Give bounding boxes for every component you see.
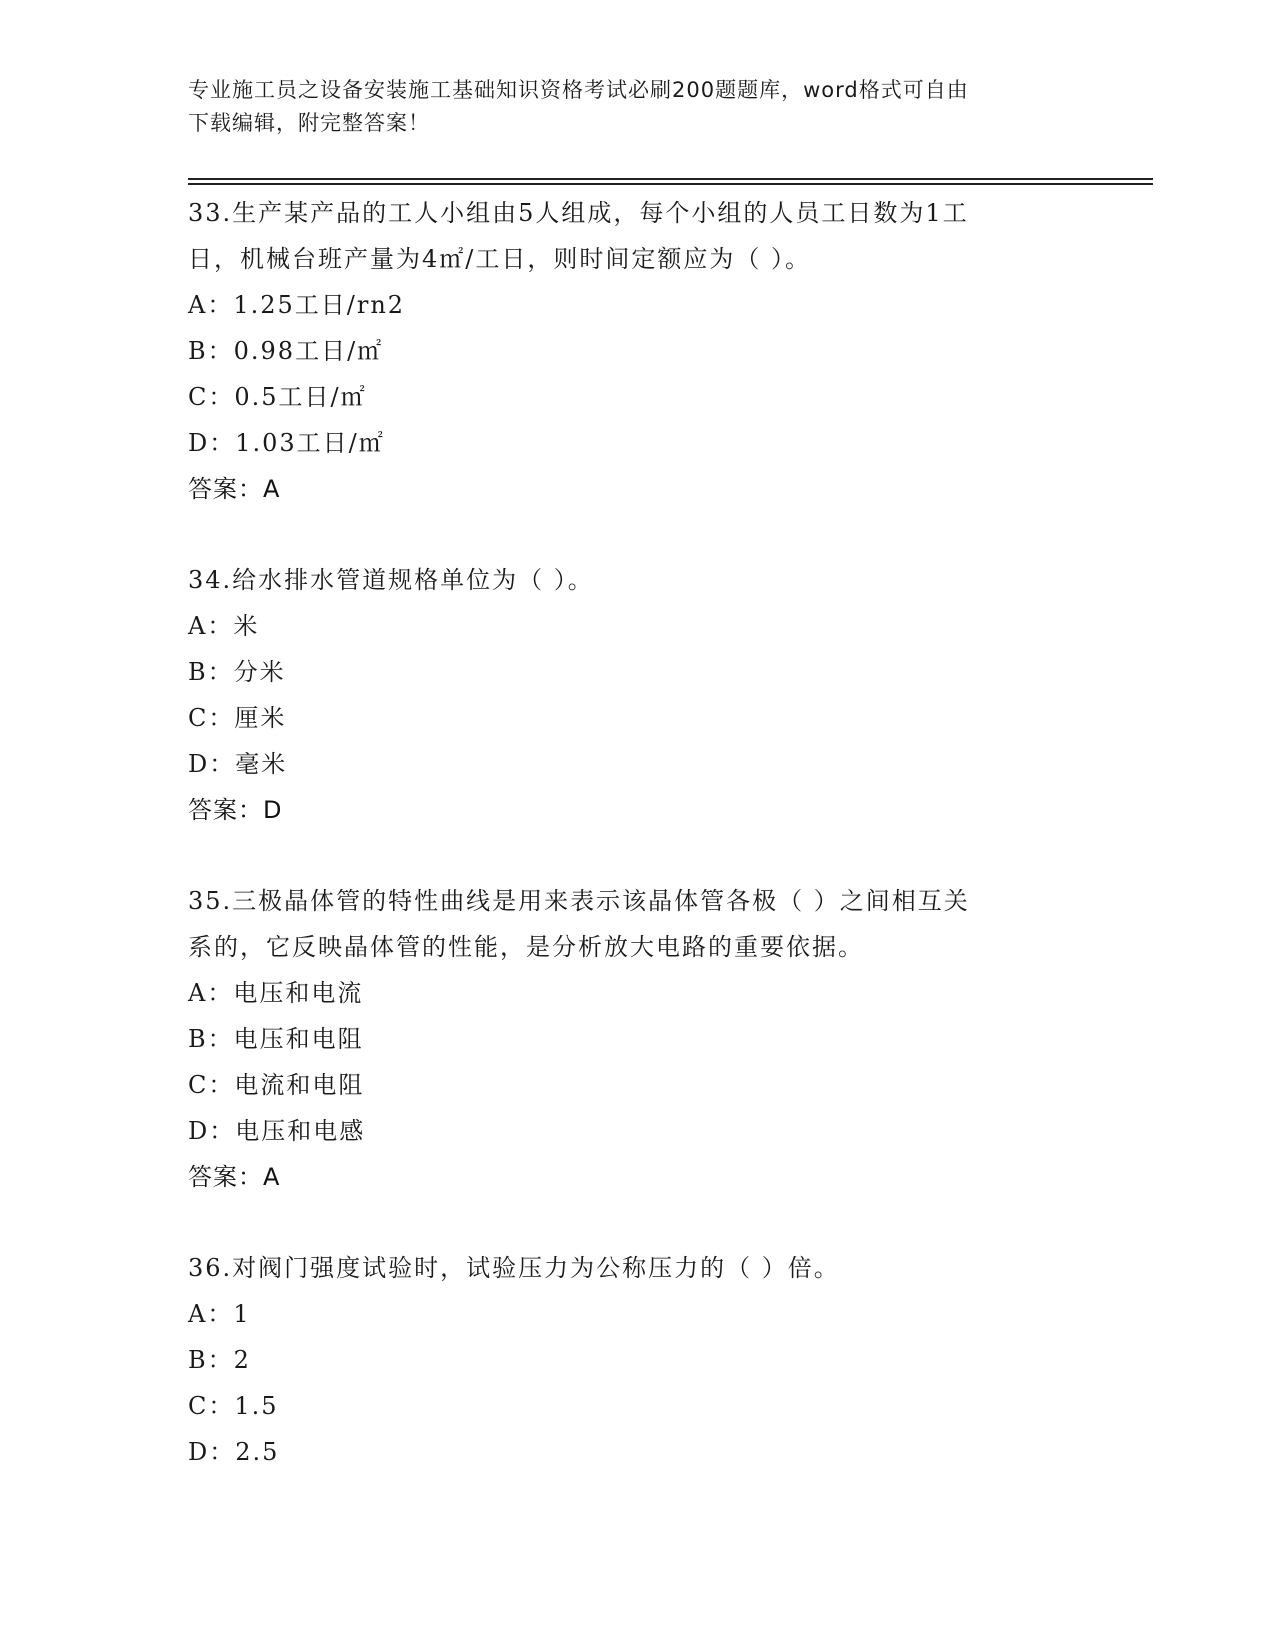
question-36 <box>188 1245 1088 1475</box>
header-line-2: 下载编辑，附完整答案！ <box>188 111 430 135</box>
option-d: D：电压和电感 <box>188 1117 366 1145</box>
option-b: B：0.98工日/㎡ <box>188 337 384 365</box>
option-b: B：电压和电阻 <box>188 1025 364 1053</box>
option-b: B：2 <box>188 1346 251 1374</box>
answer: 答案：A <box>188 1163 281 1191</box>
option-a: A：1.25工日/rn2 <box>188 291 406 319</box>
option-d: D：毫米 <box>188 750 288 778</box>
question-stem: 日，机械台班产量为4㎡/工日，则时间定额应为（ ）。 <box>188 245 811 273</box>
option-a: A：1 <box>188 1300 251 1328</box>
header-divider-bottom <box>188 183 1153 185</box>
option-c: C：0.5工日/㎡ <box>188 383 367 411</box>
option-a: A：米 <box>188 612 260 640</box>
question-stem: 36.对阀门强度试验时，试验压力为公称压力的（ ）倍。 <box>188 1254 840 1282</box>
question-stem: 系的，它反映晶体管的性能，是分析放大电路的重要依据。 <box>188 933 864 961</box>
question-list <box>188 190 1088 1475</box>
question-stem: 34.给水排水管道规格单位为（ ）。 <box>188 566 594 594</box>
answer: 答案：A <box>188 475 281 503</box>
header-line-1: 专业施工员之设备安装施工基础知识资格考试必刷200题题库，word格式可自由 <box>188 78 969 102</box>
question-spacer <box>188 512 1088 557</box>
option-c: C：厘米 <box>188 704 287 732</box>
question-stem: 33.生产某产品的工人小组由5人组成，每个小组的人员工日数为1工 <box>188 199 969 227</box>
option-c: C：1.5 <box>188 1392 279 1420</box>
option-d: D：2.5 <box>188 1438 280 1466</box>
document-header <box>188 74 1068 140</box>
option-b: B：分米 <box>188 658 286 686</box>
option-d: D：1.03工日/㎡ <box>188 429 385 457</box>
question-spacer <box>188 833 1088 878</box>
option-c: C：电流和电阻 <box>188 1071 365 1099</box>
answer: 答案：D <box>188 796 283 824</box>
question-35 <box>188 878 1088 1200</box>
header-divider-top <box>188 178 1153 180</box>
question-33 <box>188 190 1088 512</box>
question-stem: 35.三极晶体管的特性曲线是用来表示该晶体管各极（ ）之间相互关 <box>188 887 970 915</box>
question-spacer <box>188 1200 1088 1245</box>
question-34 <box>188 557 1088 833</box>
option-a: A：电压和电流 <box>188 979 364 1007</box>
